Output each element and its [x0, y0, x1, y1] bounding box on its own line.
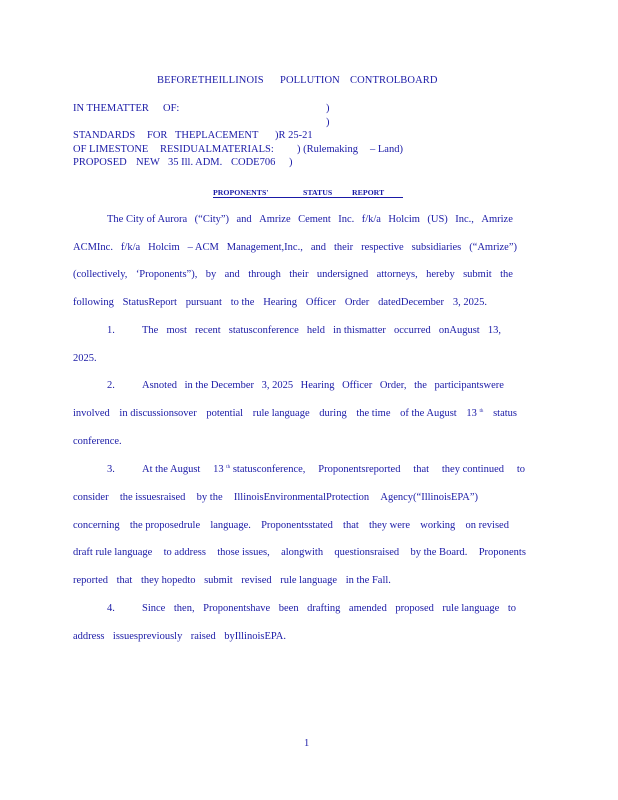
caption-of: OF: [163, 103, 180, 114]
w: involved [73, 408, 110, 419]
caption-code: 35 Ill. ADM. [168, 157, 223, 168]
caption-matter: IN THEMATTER [73, 103, 149, 114]
caption-code-2: CODE706 [231, 157, 276, 168]
w: been [278, 603, 299, 614]
w: they hopedto [140, 575, 196, 586]
w: Inc., [455, 214, 474, 225]
w: The City of Aurora [107, 214, 188, 225]
w: amended [348, 603, 387, 614]
w: (“Amrize”) [469, 242, 517, 253]
w: Since [142, 603, 166, 614]
w: (collectively, [73, 269, 128, 280]
w: language. [210, 520, 251, 531]
w [466, 407, 483, 420]
w: ACMInc. [73, 242, 113, 253]
w: to the [230, 297, 255, 308]
para-4-number: 4. [107, 603, 115, 614]
w: in the December [184, 380, 254, 391]
caption-for: FOR [147, 130, 168, 141]
caption-standards: STANDARDS [73, 130, 136, 141]
caption-new: NEW [136, 157, 160, 168]
w: through [248, 269, 281, 280]
w: ‘Proponents”), [135, 269, 198, 280]
w: Asnoted [142, 380, 177, 391]
caption-placement: THEPLACEMENT [175, 130, 259, 141]
caption-paren-3: ) [289, 157, 293, 168]
intro-line-3 [73, 268, 513, 281]
w: to [507, 603, 516, 614]
para-1-line-1 [142, 324, 501, 337]
w: to [516, 464, 525, 475]
para-3-line-5 [73, 574, 391, 587]
w: address [73, 631, 105, 642]
w: that [116, 575, 133, 586]
caption-proposed: PROPOSED [73, 157, 127, 168]
w: respective [361, 242, 404, 253]
heading-pollution: POLLUTION [280, 75, 340, 86]
w: attorneys, [376, 269, 418, 280]
w: alongwith [281, 547, 324, 558]
w: rule language [252, 408, 310, 419]
w: Officer [342, 380, 373, 391]
page-number: 1 [304, 738, 310, 749]
w: potential [206, 408, 244, 419]
w: Hearing [263, 297, 298, 308]
para-1-line-2: 2025. [73, 353, 97, 364]
w: 13 [213, 464, 224, 475]
w: in thismatter [333, 325, 386, 336]
para-1-number: 1. [107, 325, 115, 336]
w: they continued [441, 464, 504, 475]
superscript-th: th [226, 465, 231, 470]
w: 13 [466, 408, 477, 419]
w: 3, 2025. [452, 297, 487, 308]
w: drafting [307, 603, 341, 614]
w: Order [344, 297, 370, 308]
para-2-line-3: conference. [73, 436, 122, 447]
w: on revised [465, 520, 509, 531]
w: Management,Inc., [226, 242, 303, 253]
w: The [142, 325, 159, 336]
w: StatusReport [122, 297, 177, 308]
w: submit [204, 575, 233, 586]
w: following [73, 297, 114, 308]
caption-paren-2: ) [326, 117, 330, 128]
w: that [343, 520, 359, 531]
w: their [333, 242, 354, 253]
w: Amrize [259, 214, 291, 225]
w: Hearing [300, 380, 335, 391]
w: Cement [298, 214, 331, 225]
w: Proponentshave [203, 603, 271, 614]
w: pursuant [185, 297, 222, 308]
w: and [310, 242, 326, 253]
para-2-line-2 [73, 407, 517, 420]
w: 3, 2025 [261, 380, 294, 391]
w: Proponents [478, 547, 526, 558]
w: consider [73, 492, 109, 503]
w: Inc. [338, 214, 355, 225]
w: in discussionsover [119, 408, 197, 419]
w: subsidiaries [411, 242, 462, 253]
w: Order, [379, 380, 407, 391]
w: Proponentsreported [318, 464, 401, 475]
w: the issuesraised [119, 492, 186, 503]
para-3-line-3 [73, 519, 509, 532]
w: proposed [395, 603, 434, 614]
w: raised [190, 631, 216, 642]
caption-of-limestone: OF LIMESTONE [73, 144, 149, 155]
w: the [414, 380, 427, 391]
w: they were [368, 520, 411, 531]
w: concerning [73, 520, 120, 531]
caption-residual: RESIDUALMATERIALS: [160, 144, 274, 155]
w: status [493, 408, 517, 419]
w: f/k/a [361, 214, 381, 225]
w: then, [173, 603, 195, 614]
caption-land: – Land) [370, 144, 403, 155]
caption-rulemaking: ) (Rulemaking [297, 144, 358, 155]
w: hereby [426, 269, 455, 280]
para-2-number: 2. [107, 380, 115, 391]
title-report: REPORT [352, 188, 385, 197]
para-3-line-2 [73, 491, 478, 504]
w: and [236, 214, 252, 225]
w: held [306, 325, 325, 336]
w: participantswere [434, 380, 504, 391]
para-3-line-1 [142, 463, 525, 476]
w: datedDecember [378, 297, 445, 308]
w: f/k/a [120, 242, 141, 253]
w: questionsraised [334, 547, 400, 558]
para-4-line-1 [142, 602, 516, 615]
w [213, 463, 305, 476]
w: (“City”) [194, 214, 230, 225]
w: submit [463, 269, 492, 280]
title-underline [213, 197, 403, 198]
para-2-line-1 [142, 379, 504, 392]
w: – ACM [187, 242, 219, 253]
heading-before: BEFORETHEILLINOIS [157, 75, 264, 86]
w: their [289, 269, 309, 280]
w: (US) [427, 214, 448, 225]
w: 13, [487, 325, 501, 336]
w: by the [196, 492, 223, 503]
w: Holcim [388, 214, 420, 225]
w: that [413, 464, 430, 475]
w: most [166, 325, 187, 336]
w: statusconference [228, 325, 299, 336]
w: Holcim [148, 242, 180, 253]
intro-line-2 [73, 241, 517, 254]
para-3-line-4 [73, 546, 526, 559]
w: of the August [400, 408, 457, 419]
w: to address [163, 547, 206, 558]
caption-paren-1: ) [326, 103, 330, 114]
w: by [205, 269, 217, 280]
w: in the Fall. [345, 575, 391, 586]
title-proponents: PROPONENTS' [213, 188, 269, 197]
w: IllinoisEnvironmentalProtection [233, 492, 370, 503]
w: At the August [142, 464, 201, 475]
w: the proposedrule [129, 520, 201, 531]
w: those issues, [217, 547, 270, 558]
title-status: STATUS [303, 188, 333, 197]
w: issuespreviously [112, 631, 183, 642]
w: statusconference, [232, 464, 306, 475]
w: onAugust [438, 325, 480, 336]
w: occurred [394, 325, 431, 336]
w: and [224, 269, 240, 280]
para-3-number: 3. [107, 464, 115, 475]
w: the [500, 269, 513, 280]
w: recent [195, 325, 221, 336]
w: Amrize [481, 214, 513, 225]
w: by the Board. [410, 547, 468, 558]
intro-line-1 [107, 213, 513, 226]
w: the time [356, 408, 391, 419]
w: rule language [280, 575, 338, 586]
heading-board: CONTROLBOARD [350, 75, 438, 86]
intro-line-4 [73, 296, 487, 309]
w: reported [73, 575, 108, 586]
w: revised [241, 575, 272, 586]
w: undersigned [316, 269, 369, 280]
para-4-line-2 [73, 630, 286, 643]
caption-docket: )R 25-21 [275, 130, 313, 141]
superscript-th: th [479, 409, 484, 414]
w: byIllinoisEPA. [224, 631, 286, 642]
w: draft rule language [73, 547, 153, 558]
w: rule language [442, 603, 500, 614]
w: Proponentsstated [261, 520, 333, 531]
w: during [319, 408, 347, 419]
w: Agency(“IllinoisEPA”) [380, 492, 478, 503]
w: working [420, 520, 456, 531]
w: Officer [305, 297, 336, 308]
